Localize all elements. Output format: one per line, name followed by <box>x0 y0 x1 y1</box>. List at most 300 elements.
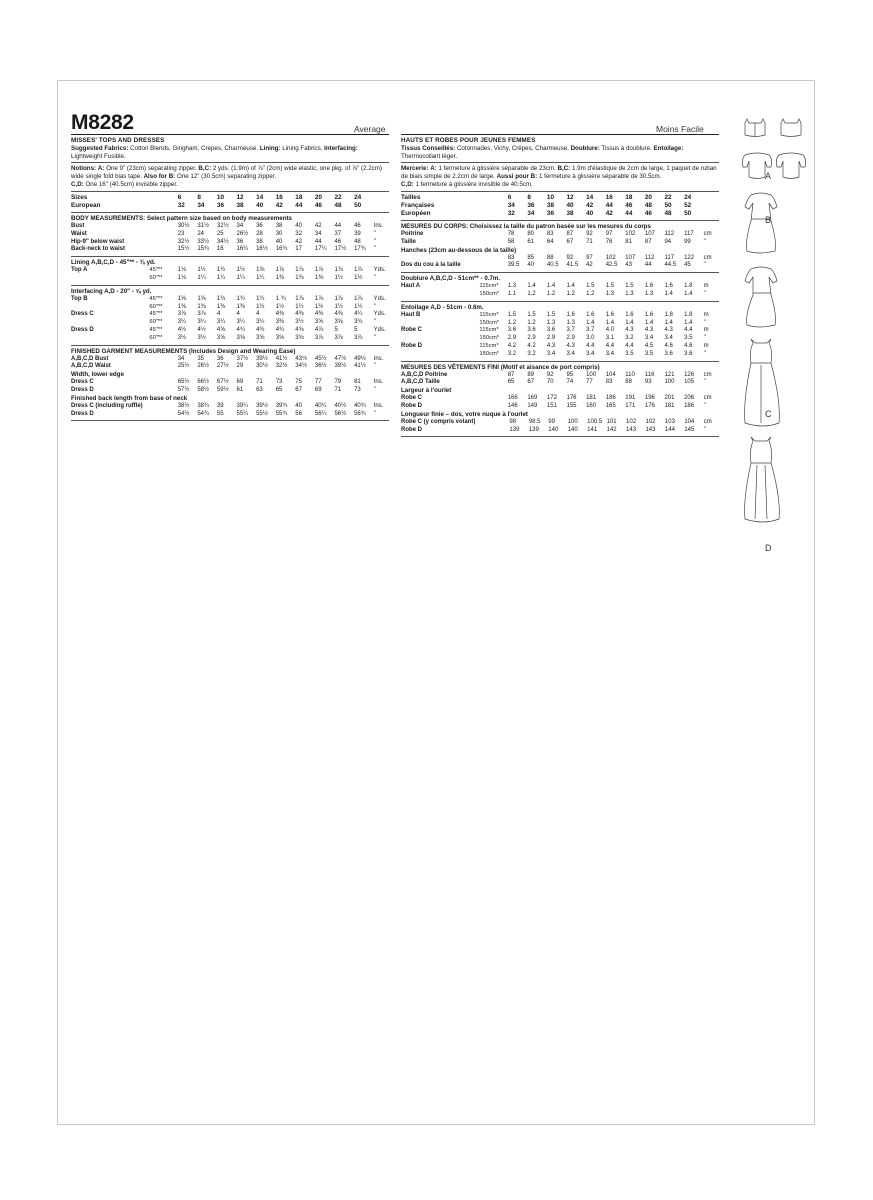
sizes-table-fr <box>401 194 719 218</box>
table-cell: 44 <box>334 222 342 229</box>
table-cell: 4⅜ <box>275 311 285 318</box>
size-cell: 34 <box>197 201 205 209</box>
table-cell: 81 <box>625 238 632 245</box>
table-cell: 1⅜ <box>216 303 226 310</box>
table-cell: 36 <box>256 222 263 229</box>
table-cell: 1.4 <box>664 319 673 326</box>
table-cell: 40¼ <box>314 402 327 409</box>
divider <box>71 285 389 286</box>
size-cell: 32 <box>177 201 185 209</box>
garment-line-drawings <box>741 111 811 1071</box>
table-cell: 102 <box>626 418 637 425</box>
fabric-width: 115cm* <box>479 311 499 318</box>
table-cell: 46 <box>354 222 361 229</box>
table-cell: 1⅞ <box>314 295 324 302</box>
fabric-width: 150cm* <box>479 319 500 326</box>
table-cell: 1.2 <box>507 319 517 326</box>
size-cell: 22 <box>664 193 672 201</box>
row-label <box>401 351 479 359</box>
table-cell: 112 <box>644 254 655 261</box>
size-cell: 36 <box>527 201 535 209</box>
table-row <box>401 379 719 387</box>
table-cell: 32½ <box>216 222 229 229</box>
table-cell: 3.4 <box>546 350 556 357</box>
table-cell: 4¾ <box>236 326 245 333</box>
notions-cd-text-fr: C,D: 1 fermeture à glissière invisible de 40.5cm. <box>401 181 533 189</box>
row-label: Back-neck to waist <box>71 246 126 253</box>
unit-cell: " <box>373 238 376 245</box>
lining-title: Lining A,B,C,D - 45"** - ⅜ yd. <box>71 259 156 267</box>
row-label: A,B,C,D Taille <box>401 379 440 386</box>
size-cell: 38 <box>546 201 555 209</box>
table-cell: 92 <box>586 230 593 237</box>
lining-yardage-table-fr <box>401 283 719 299</box>
table-cell: 2.9 <box>507 335 517 342</box>
table-cell: 1⅞ <box>314 267 324 274</box>
row-label <box>401 320 479 328</box>
table-cell: 66½ <box>197 379 209 386</box>
table-row <box>71 319 389 327</box>
table-row <box>401 239 719 247</box>
table-cell: 126 <box>684 371 695 378</box>
table-cell: 99 <box>548 418 555 425</box>
table-cell: 34 <box>314 230 322 237</box>
table-cell: 102 <box>605 254 616 261</box>
table-cell: 28 <box>256 230 263 237</box>
table-cell: 3.6 <box>527 327 536 334</box>
table-cell: 4.3 <box>625 327 634 334</box>
table-cell: 25½ <box>177 363 190 370</box>
table-cell: 36½ <box>314 363 327 370</box>
spacer-cell <box>479 231 507 239</box>
size-cell: 10 <box>216 193 225 201</box>
table-row <box>401 403 719 411</box>
table-cell: 3¼ <box>236 319 245 326</box>
notions-text-fr: Mercerie: A: 1 fermeture à glissière séparable de 23cm. B,C: 1.9m d'élastique de 2cm de large, 1 paquet de ruban de biais simple de 2.2cm de large. Aussi pour B: 1 fermeture à glissière séparable de 30.5cm. <box>401 165 717 180</box>
table-cell: 56½ <box>334 410 347 417</box>
divider <box>401 361 719 362</box>
lining-yardage-table <box>71 267 389 283</box>
table-cell: 172 <box>546 395 557 402</box>
unit-cell: Yds. <box>373 311 386 318</box>
table-cell: 55¾ <box>275 410 288 417</box>
size-cell: 40 <box>586 209 594 217</box>
back-length-table-fr <box>401 419 719 435</box>
fabric-width: 60"** <box>149 303 163 310</box>
table-cell: 1.4 <box>684 290 693 297</box>
fabric-width: 115cm* <box>479 283 499 290</box>
table-cell: 1.4 <box>605 319 615 326</box>
table-cell: 1⅜ <box>295 274 304 281</box>
divider <box>71 420 389 421</box>
table-cell: 1.5 <box>586 283 595 290</box>
table-cell: 4¾ <box>275 326 285 333</box>
table-cell: 3⅝ <box>295 334 304 341</box>
table-cell: 33½ <box>197 238 209 245</box>
row-label: Waist <box>71 230 87 237</box>
size-cell: 52 <box>684 201 692 209</box>
row-label: Dress C (including ruffle) <box>71 402 143 409</box>
table-cell: 88 <box>546 254 554 261</box>
table-cell: 1.8 <box>684 311 693 318</box>
table-cell: 39 <box>216 402 224 409</box>
table-cell: 4½ <box>177 326 187 333</box>
view-b-label: B <box>765 215 772 225</box>
table-cell: 3⅝ <box>236 334 245 341</box>
hips-table-fr <box>401 255 719 271</box>
table-cell: 1⅞ <box>354 267 363 274</box>
finished-measurements-table-fr <box>401 372 719 388</box>
table-cell: 1.2 <box>527 290 536 297</box>
table-cell: 42 <box>314 222 322 229</box>
fabric-width: 45"** <box>149 326 163 333</box>
table-cell: 73 <box>354 386 361 393</box>
body-measurements-table <box>71 223 389 254</box>
size-cell: 40 <box>566 201 574 209</box>
table-cell: 16 <box>216 246 224 253</box>
row-label <box>71 304 149 312</box>
table-cell: 181 <box>586 395 597 402</box>
table-cell: 1⅞ <box>295 295 304 302</box>
table-cell: 39½ <box>256 402 268 409</box>
table-cell: 142 <box>606 426 617 433</box>
table-row <box>401 202 719 210</box>
table-cell: 100 <box>567 418 578 425</box>
table-cell: 3.5 <box>684 335 693 342</box>
size-cell: 12 <box>566 193 574 201</box>
table-row <box>71 403 389 411</box>
divider <box>401 272 719 273</box>
width-table <box>71 379 389 395</box>
table-cell: 104 <box>605 371 616 378</box>
table-cell: 75 <box>295 379 302 386</box>
table-cell: 1¼ <box>256 274 265 281</box>
row-label <box>71 335 149 343</box>
table-cell: 17 <box>295 246 302 253</box>
table-cell: 155 <box>566 402 577 409</box>
table-cell: 1⅝ <box>256 267 265 274</box>
table-cell: 116 <box>644 371 655 378</box>
fabric-width: 150cm* <box>479 335 500 342</box>
pattern-envelope-back <box>57 80 815 1125</box>
divider <box>401 191 719 192</box>
table-cell: 4.2 <box>507 342 517 349</box>
table-cell: 3¼ <box>177 319 187 326</box>
table-row <box>401 427 719 435</box>
table-cell: 112 <box>664 230 675 237</box>
table-cell: 4½ <box>197 326 206 333</box>
table-cell: 3¾ <box>354 319 363 326</box>
table-cell: 23 <box>177 230 185 237</box>
header-rule-right <box>401 134 719 135</box>
table-cell: 1.6 <box>605 311 615 318</box>
table-cell: 27½ <box>216 363 229 370</box>
table-cell: 41½ <box>354 363 366 370</box>
spacer-cell <box>149 363 177 371</box>
table-cell: 45½ <box>314 355 327 362</box>
table-cell: 1½ <box>256 303 265 310</box>
lining-title-fr: Doublure A,B,C,D - 51cm** - 0.7m. <box>401 275 501 283</box>
size-cell: 24 <box>684 193 692 201</box>
table-cell: 149 <box>527 402 538 409</box>
spacer-cell <box>149 387 177 395</box>
table-cell: 73 <box>275 379 283 386</box>
row-label: Dress C <box>71 311 94 318</box>
table-cell: 1¼ <box>236 274 245 281</box>
table-cell: 3.4 <box>586 350 595 357</box>
table-cell: 102 <box>625 230 636 237</box>
table-cell: 39¼ <box>236 402 249 409</box>
size-cell: 46 <box>625 201 633 209</box>
size-cell: 8 <box>527 193 531 201</box>
unit-cell: " <box>703 350 706 357</box>
notions-text: Notions: A: One 9" (23cm) separating zipper. B,C: 2 yds. (1.9m) of ⅞" (2cm) wide elastic, one pkg. of ⅞" (2.2cm) wide single fold bias tape. Also for B: One 12" (30.5cm) separating zipper. <box>71 165 382 180</box>
table-cell: 76 <box>605 238 613 245</box>
row-label: Hip-9" below waist <box>71 238 125 245</box>
table-cell: 140 <box>548 426 559 433</box>
table-cell: 4⅝ <box>295 326 304 333</box>
fabrics-text: Suggested Fabrics: Cotton Blends, Gingham, Crepes, Charmeuse. Lining: Lining Fabrics. Interfacing: Lightweight Fusible. <box>71 145 358 160</box>
table-cell: 83 <box>546 230 554 237</box>
table-cell: 99 <box>684 238 691 245</box>
unit-cell: cm <box>703 371 712 378</box>
table-cell: 30 <box>275 230 283 237</box>
unit-cell: " <box>373 230 376 237</box>
table-row <box>71 335 389 343</box>
table-cell: 39 <box>354 230 361 237</box>
table-cell: 79 <box>334 379 342 386</box>
table-cell: 3⅝ <box>216 334 226 341</box>
size-cell: 12 <box>236 193 244 201</box>
size-cell: 32 <box>507 209 515 217</box>
table-cell: 61 <box>527 238 534 245</box>
row-label: A,B,C,D Poitrine <box>401 371 448 378</box>
table-cell: 3.5 <box>644 350 654 357</box>
table-cell: 140 <box>567 426 578 433</box>
size-cell: 14 <box>256 193 264 201</box>
table-cell: 43 <box>625 262 632 269</box>
table-cell: 4¼ <box>354 311 363 318</box>
spacer-cell <box>704 194 719 202</box>
table-row <box>71 379 389 387</box>
table-cell: 1⅝ <box>197 295 206 302</box>
table-row <box>71 194 389 202</box>
table-cell: 44 <box>644 262 652 269</box>
table-cell: 4⅜ <box>314 311 324 318</box>
back-length-label: Finished back length from base of neck <box>71 394 188 402</box>
unit-cell: cm <box>703 395 712 402</box>
table-cell: 1⅞ <box>354 295 363 302</box>
size-cell: 44 <box>625 209 633 217</box>
size-cell: 6 <box>507 193 512 201</box>
pattern-code: M8282 <box>71 111 134 134</box>
table-cell: 58½ <box>197 386 209 393</box>
table-cell: 55 <box>216 410 224 417</box>
spacer-cell <box>149 246 177 254</box>
row-label: Dress C <box>71 379 94 386</box>
table-cell: 3⅞ <box>177 311 187 318</box>
table-cell: 144 <box>664 426 675 433</box>
table-cell: 169 <box>527 395 538 402</box>
table-cell: 71 <box>334 386 342 393</box>
size-cell: 20 <box>644 193 652 201</box>
row-label: Européen <box>401 209 431 217</box>
table-cell: 95 <box>566 371 574 378</box>
spacer-cell <box>479 262 507 270</box>
table-cell: 56¼ <box>314 410 327 417</box>
table-cell: 3⅜ <box>275 319 285 326</box>
table-cell: 1⅜ <box>314 274 324 281</box>
table-cell: 17¾ <box>354 246 366 253</box>
table-cell: 2.9 <box>527 335 536 342</box>
table-cell: 42 <box>586 262 593 269</box>
row-label <box>71 319 149 327</box>
table-cell: 107 <box>644 230 655 237</box>
table-cell: 117 <box>664 254 675 261</box>
table-cell: 206 <box>684 395 695 402</box>
table-cell: 1.6 <box>644 283 654 290</box>
unit-cell: " <box>373 386 376 393</box>
unit-cell: Yds. <box>373 326 386 333</box>
row-label: Taille <box>401 238 416 245</box>
table-cell: 3.1 <box>605 335 615 342</box>
table-cell: 3.6 <box>684 350 693 357</box>
unit-cell: Ins. <box>373 222 384 229</box>
fabric-width: 60"** <box>149 274 163 281</box>
table-cell: 4⅝ <box>216 326 226 333</box>
table-cell: 3⅞ <box>354 334 363 341</box>
fabric-width: 150cm* <box>479 290 500 297</box>
row-label: Tailles <box>401 193 421 201</box>
table-cell: 40.5 <box>546 262 559 269</box>
spacer-cell <box>149 239 177 247</box>
spacer-cell <box>704 202 719 210</box>
table-cell: 83 <box>605 379 613 386</box>
table-cell: 4.2 <box>527 342 536 349</box>
table-cell: 98.5 <box>528 418 541 425</box>
table-cell: 55¼ <box>236 410 249 417</box>
table-cell: 1.3 <box>566 319 575 326</box>
table-cell: 100 <box>664 379 675 386</box>
size-cell: 44 <box>605 201 613 209</box>
table-cell: 1⅜ <box>236 303 245 310</box>
unit-cell: " <box>703 402 706 409</box>
table-row <box>71 363 389 371</box>
table-cell: 92 <box>566 254 574 261</box>
table-cell: 1¼ <box>216 274 226 281</box>
table-cell: 41½ <box>275 355 288 362</box>
spacer-cell <box>149 223 177 231</box>
table-row <box>71 202 389 210</box>
row-label: Haut A <box>401 283 421 290</box>
size-cell: 34 <box>527 209 535 217</box>
back-length-label-fr: Longueur finie – dos, votre nuque à l'ourlet <box>401 410 528 418</box>
table-cell: 1.4 <box>566 283 575 290</box>
table-cell: 1½ <box>216 267 226 274</box>
row-label: Top B <box>71 295 88 302</box>
size-cell: 40 <box>256 201 264 209</box>
table-cell: 47½ <box>334 355 347 362</box>
divider <box>401 220 719 221</box>
table-row <box>401 312 719 320</box>
table-cell: 122 <box>684 254 695 261</box>
table-cell: 37½ <box>236 355 249 362</box>
table-cell: 165 <box>605 402 616 409</box>
table-cell: 3⅝ <box>275 334 285 341</box>
table-row <box>401 372 719 380</box>
table-cell: 1½ <box>354 274 363 281</box>
table-cell: 4 <box>256 311 260 318</box>
table-row <box>71 296 389 304</box>
unit-cell: " <box>373 319 376 326</box>
unit-cell: " <box>703 335 706 342</box>
table-cell: 4⅜ <box>334 311 343 318</box>
divider <box>401 301 719 302</box>
fabric-width: 45"** <box>149 267 163 274</box>
table-cell: 3½ <box>295 319 304 326</box>
table-cell: 61 <box>236 386 244 393</box>
table-cell: 1.3 <box>644 290 654 297</box>
interfacing-title: Interfacing A,D - 20" - ⅝ yd. <box>71 287 152 295</box>
row-label: Dress D <box>71 326 94 333</box>
table-row <box>71 311 389 319</box>
table-cell: 15¾ <box>197 246 209 253</box>
size-cell: 46 <box>644 209 652 217</box>
table-cell: 63 <box>256 386 263 393</box>
table-cell: 38 <box>275 222 283 229</box>
table-cell: 1.4 <box>625 319 634 326</box>
table-cell: 4⅜ <box>295 311 304 318</box>
unit-cell: m <box>703 283 709 290</box>
unit-cell: m <box>703 311 709 318</box>
table-cell: 3.7 <box>566 327 575 334</box>
table-cell: 143 <box>645 426 656 433</box>
table-cell: 181 <box>664 402 675 409</box>
table-cell: 3.5 <box>625 350 634 357</box>
table-cell: 40½ <box>334 402 347 409</box>
size-cell: 10 <box>546 193 555 201</box>
table-cell: 1½ <box>236 267 245 274</box>
row-label: Bust <box>71 222 85 229</box>
table-cell: 1.4 <box>586 319 595 326</box>
row-label: European <box>71 201 101 209</box>
table-cell: 104 <box>684 418 695 425</box>
row-label <box>401 291 479 299</box>
table-cell: 56 <box>295 410 302 417</box>
table-row <box>401 255 719 263</box>
table-cell: 100 <box>586 371 597 378</box>
table-cell: 1⅛ <box>177 267 187 274</box>
table-row <box>71 327 389 335</box>
table-cell: 71 <box>256 379 263 386</box>
spacer-cell <box>479 194 507 202</box>
table-cell: 37 <box>334 230 342 237</box>
table-cell: 4.3 <box>566 342 575 349</box>
row-label: Sizes <box>71 193 88 201</box>
size-cell: 44 <box>295 201 303 209</box>
size-cell: 46 <box>314 201 322 209</box>
table-cell: 40 <box>275 238 283 245</box>
divider <box>71 256 389 257</box>
size-cell: 42 <box>586 201 594 209</box>
unit-cell: Yds. <box>373 295 386 302</box>
table-cell: 45 <box>684 262 691 269</box>
table-cell: 59½ <box>216 386 229 393</box>
table-cell: 32½ <box>177 238 190 245</box>
table-cell: 67 <box>295 386 302 393</box>
table-cell: 3¼ <box>256 319 265 326</box>
table-cell: 17½ <box>334 246 347 253</box>
